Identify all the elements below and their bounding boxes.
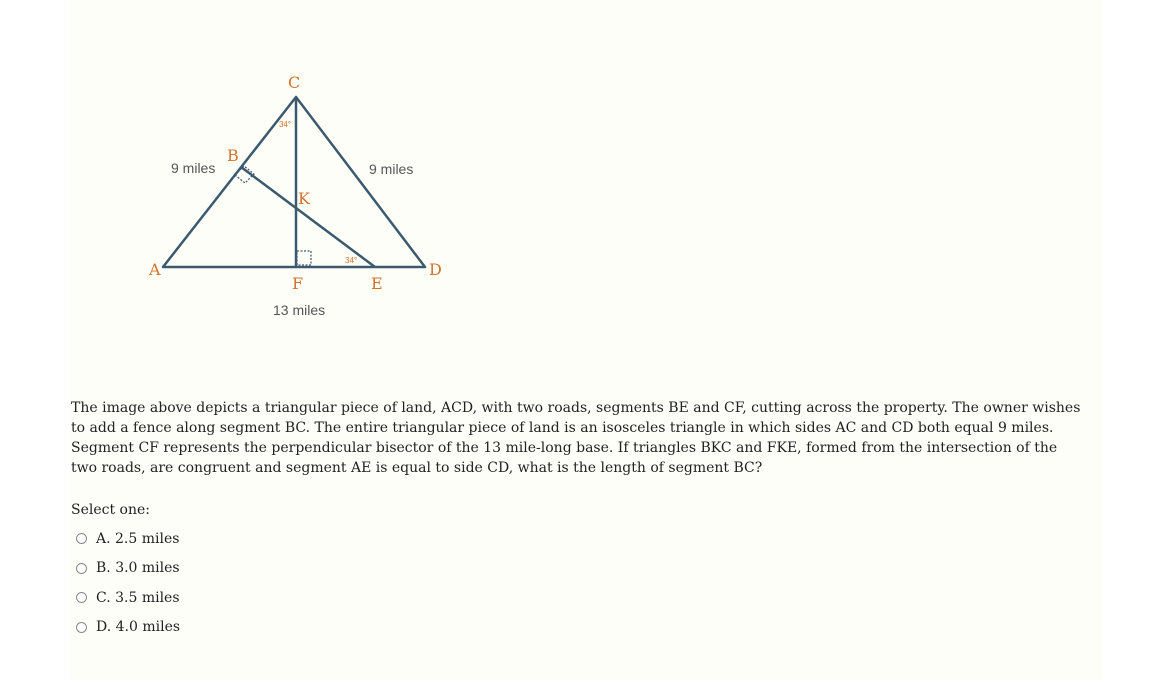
triangle-acd [163, 97, 425, 267]
option-label-c: C. 3.5 miles [96, 589, 180, 606]
radio-button-a[interactable] [76, 533, 87, 544]
radio-button-c[interactable] [76, 592, 87, 603]
option-a[interactable] [76, 524, 180, 554]
radio-button-d[interactable] [76, 622, 87, 633]
select-prompt: Select one: [71, 502, 151, 518]
right-angle-f [297, 251, 311, 265]
point-label-f: F [292, 274, 304, 293]
point-label-b: B [227, 146, 239, 165]
triangle-diagram [140, 62, 460, 332]
option-label-b: B. 3.0 miles [96, 560, 180, 577]
point-label-d: D [429, 260, 442, 279]
point-label-a: A [149, 260, 161, 279]
point-label-e: E [371, 274, 383, 293]
option-b[interactable] [76, 554, 180, 584]
length-label-base: 13 miles [273, 302, 326, 318]
question-text: The image above depicts a triangular piece of land, ACD, with two roads, segments BE and CF, cutting across the property. The owner wishes to add a fence along segment BC. The entire triangular piece of land is an isosceles triangle in which sides AC and CD both equal 9 miles. Segment CF represents the perpendicular bisector of the 13 mile-long base. If triangles BKC and FKE, formed from the intersection of the two roads, are congruent and segment AE is equal to side CD, what is the length of segment BC? [71, 400, 1081, 476]
radio-button-b[interactable] [76, 563, 87, 574]
option-label-d: D. 4.0 miles [96, 619, 181, 636]
point-label-c: C [288, 73, 301, 92]
option-c[interactable] [76, 583, 180, 613]
point-label-k: K [298, 189, 310, 208]
option-label-a: A. 2.5 miles [96, 530, 180, 547]
length-label-cd: 9 miles [369, 161, 414, 177]
segment-be [241, 167, 375, 267]
angle-label-e: 34° [345, 256, 358, 265]
option-d[interactable] [76, 613, 180, 643]
angle-label-c: 34° [279, 120, 292, 129]
length-label-ac: 9 miles [171, 160, 216, 176]
answer-options [76, 524, 180, 642]
